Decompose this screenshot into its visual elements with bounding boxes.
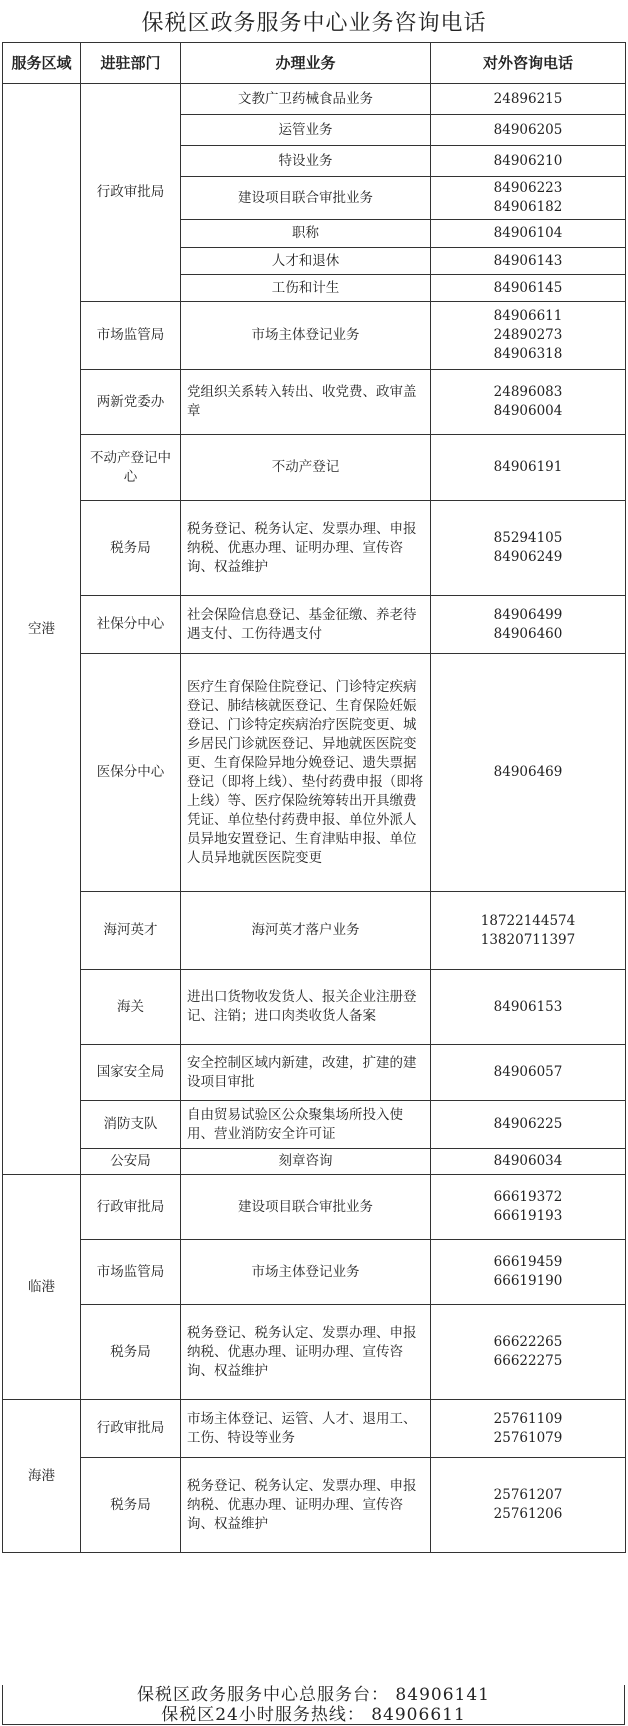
footer <box>2 1685 625 1725</box>
biz-cell: 市场主体登记业务 <box>181 302 431 370</box>
table-row <box>3 596 626 654</box>
dept-cell: 社保分中心 <box>81 596 181 654</box>
service-phone-table <box>2 42 626 1553</box>
phone-cell: 84906499 84906460 <box>431 596 626 654</box>
table-row <box>3 435 626 501</box>
dept-cell: 海关 <box>81 970 181 1045</box>
biz-cell: 社会保险信息登记、基金征缴、养老待遇支付、工伤待遇支付 <box>181 596 431 654</box>
phone-cell: 66619372 66619193 <box>431 1175 626 1240</box>
header-area: 服务区域 <box>3 43 81 84</box>
phone-cell: 24896215 <box>431 84 626 115</box>
table-row <box>3 302 626 370</box>
phone-cell: 25761207 25761206 <box>431 1458 626 1553</box>
phone-cell: 84906210 <box>431 146 626 177</box>
table-row <box>3 892 626 970</box>
biz-cell: 人才和退休 <box>181 248 431 275</box>
biz-cell: 海河英才落户业务 <box>181 892 431 970</box>
dept-cell: 公安局 <box>81 1149 181 1175</box>
area-cell: 海港 <box>3 1400 81 1553</box>
biz-cell: 医疗生育保险住院登记、门诊特定疾病登记、肺结核就医登记、生育保险妊娠登记、门诊特定疾病治疗医院变更、城乡居民门诊就医登记、异地就医医院变更、生育保险异地分娩登记、遗失票据登记（即将上线）、垫付药费申报（即将上线）等、医疗保险统筹转出开具缴费凭证、单位垫付药费申报、单位外派人员异地安置登记、生育津贴申报、单位人员异地就医医院变更 <box>181 654 431 892</box>
table-row <box>3 1149 626 1175</box>
biz-cell: 税务登记、税务认定、发票办理、申报纳税、优惠办理、证明办理、宣传咨询、权益维护 <box>181 1305 431 1400</box>
dept-cell: 不动产登记中心 <box>81 435 181 501</box>
dept-cell: 税务局 <box>81 1458 181 1553</box>
biz-cell: 职称 <box>181 220 431 248</box>
phone-cell: 84906143 <box>431 248 626 275</box>
phone-cell: 25761109 25761079 <box>431 1400 626 1458</box>
table-row <box>3 1045 626 1101</box>
dept-cell: 国家安全局 <box>81 1045 181 1101</box>
phone-cell: 84906205 <box>431 115 626 146</box>
dept-cell: 市场监管局 <box>81 302 181 370</box>
biz-cell: 不动产登记 <box>181 435 431 501</box>
dept-cell: 行政审批局 <box>81 1175 181 1240</box>
phone-cell: 24896083 84906004 <box>431 370 626 435</box>
area-cell: 临港 <box>3 1175 81 1400</box>
header-biz: 办理业务 <box>181 43 431 84</box>
table-row <box>3 84 626 115</box>
table-row <box>3 1305 626 1400</box>
table-row <box>3 370 626 435</box>
table-row <box>3 1458 626 1553</box>
biz-cell: 文教广卫药械食品业务 <box>181 84 431 115</box>
biz-cell: 特设业务 <box>181 146 431 177</box>
phone-cell: 84906469 <box>431 654 626 892</box>
biz-cell: 安全控制区域内新建，改建，扩建的建设项目审批 <box>181 1045 431 1101</box>
biz-cell: 建设项目联合审批业务 <box>181 1175 431 1240</box>
table-header-row <box>3 43 626 84</box>
table-row <box>3 970 626 1045</box>
biz-cell: 税务登记、税务认定、发票办理、申报纳税、优惠办理、证明办理、宣传咨询、权益维护 <box>181 501 431 596</box>
header-phone: 对外咨询电话 <box>431 43 626 84</box>
biz-cell: 自由贸易试验区公众聚集场所投入使用、营业消防安全许可证 <box>181 1101 431 1149</box>
dept-cell: 税务局 <box>81 501 181 596</box>
biz-cell: 党组织关系转入转出、收党费、政审盖章 <box>181 370 431 435</box>
dept-cell: 消防支队 <box>81 1101 181 1149</box>
biz-cell: 刻章咨询 <box>181 1149 431 1175</box>
phone-cell: 66622265 66622275 <box>431 1305 626 1400</box>
phone-cell: 84906223 84906182 <box>431 177 626 220</box>
phone-cell: 18722144574 13820711397 <box>431 892 626 970</box>
dept-cell: 税务局 <box>81 1305 181 1400</box>
footer-line-service-desk: 保税区政务服务中心总服务台： 84906141 <box>137 1685 490 1705</box>
header-dept: 进驻部门 <box>81 43 181 84</box>
dept-cell: 市场监管局 <box>81 1240 181 1305</box>
footer-line-hotline: 保税区24小时服务热线： 84906611 <box>161 1705 466 1725</box>
table-row <box>3 654 626 892</box>
dept-cell: 行政审批局 <box>81 1400 181 1458</box>
phone-cell: 84906145 <box>431 275 626 302</box>
biz-cell: 进出口货物收发货人、报关企业注册登记、注销；进口肉类收货人备案 <box>181 970 431 1045</box>
table-row <box>3 1175 626 1240</box>
table-row <box>3 1240 626 1305</box>
phone-cell: 84906225 <box>431 1101 626 1149</box>
phone-cell: 84906104 <box>431 220 626 248</box>
table-row <box>3 1101 626 1149</box>
area-cell: 空港 <box>3 84 81 1175</box>
dept-cell: 行政审批局 <box>81 84 181 302</box>
phone-cell: 85294105 84906249 <box>431 501 626 596</box>
dept-cell: 两新党委办 <box>81 370 181 435</box>
biz-cell: 建设项目联合审批业务 <box>181 177 431 220</box>
phone-cell: 84906191 <box>431 435 626 501</box>
table-row <box>3 1400 626 1458</box>
biz-cell: 市场主体登记、运管、人才、退用工、工伤、特设等业务 <box>181 1400 431 1458</box>
phone-cell: 84906611 24890273 84906318 <box>431 302 626 370</box>
table-row <box>3 501 626 596</box>
dept-cell: 海河英才 <box>81 892 181 970</box>
page-title: 保税区政务服务中心业务咨询电话 <box>141 11 487 36</box>
phone-cell: 84906034 <box>431 1149 626 1175</box>
biz-cell: 运管业务 <box>181 115 431 146</box>
biz-cell: 税务登记、税务认定、发票办理、申报纳税、优惠办理、证明办理、宣传咨询、权益维护 <box>181 1458 431 1553</box>
phone-cell: 66619459 66619190 <box>431 1240 626 1305</box>
biz-cell: 工伤和计生 <box>181 275 431 302</box>
phone-cell: 84906057 <box>431 1045 626 1101</box>
biz-cell: 市场主体登记业务 <box>181 1240 431 1305</box>
phone-cell: 84906153 <box>431 970 626 1045</box>
dept-cell: 医保分中心 <box>81 654 181 892</box>
